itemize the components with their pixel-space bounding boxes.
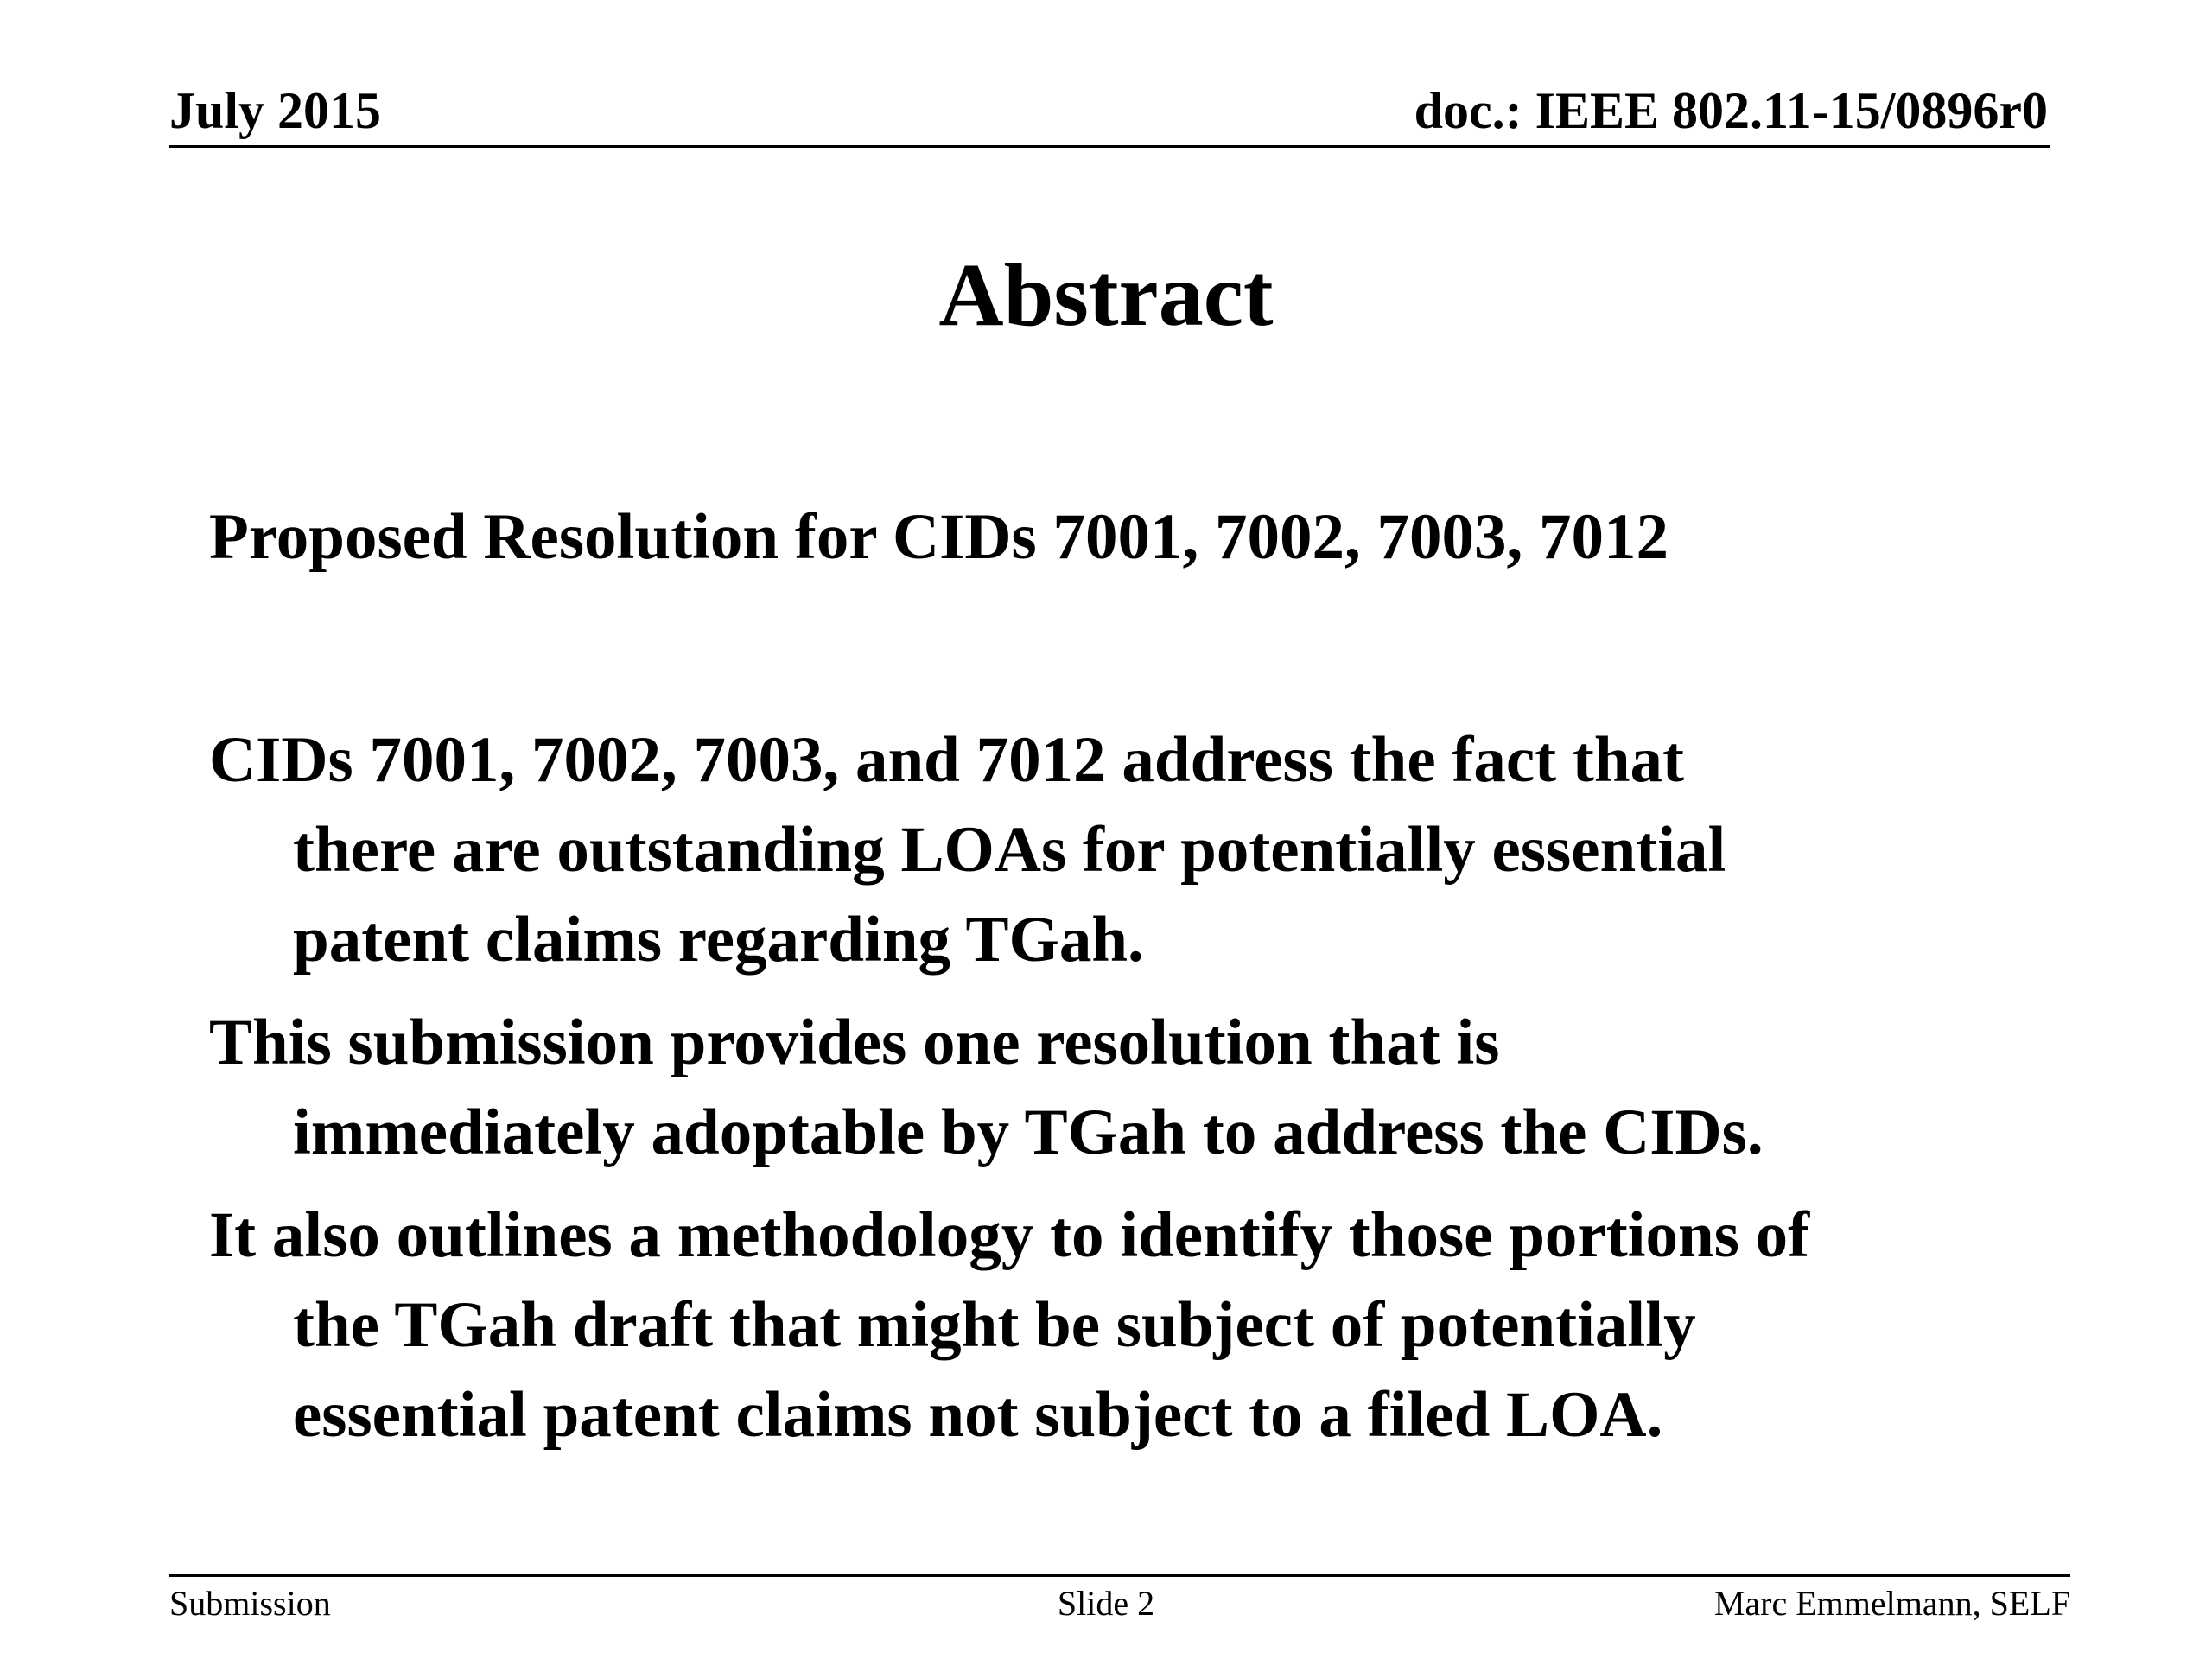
slide-subtitle: Proposed Resolution for CIDs 7001, 7002, 7003, 7012 (209, 501, 1669, 573)
paragraph-line: there are outstanding LOAs for potentially essential (293, 814, 1726, 886)
paragraph-line: the TGah draft that might be subject of potentially (293, 1289, 1696, 1361)
paragraph-line: CIDs 7001, 7002, 7003, and 7012 address the fact that (209, 724, 1685, 796)
paragraph-line: It also outlines a methodology to identify those portions of (209, 1199, 1810, 1271)
slide-title: Abstract (938, 245, 1274, 345)
footer-divider (169, 1574, 2070, 1577)
paragraph-resolution (209, 998, 2093, 1178)
footer-submission: Submission (169, 1584, 331, 1623)
footer-slide-number: Slide 2 (1057, 1584, 1155, 1623)
header-doc-id: doc.: IEEE 802.11-15/0896r0 (1414, 82, 2048, 139)
paragraph-line: immediately adoptable by TGah to address the CIDs. (293, 1096, 1764, 1168)
paragraph-line: essential patent claims not subject to a filed LOA. (293, 1379, 1663, 1451)
footer-author: Marc Emmelmann, SELF (1713, 1584, 2070, 1623)
paragraph-methodology (209, 1191, 2093, 1460)
paragraph-cids-context (209, 715, 2093, 985)
paragraph-line: This submission provides one resolution that is (209, 1007, 1500, 1078)
header-date: July 2015 (169, 82, 382, 139)
paragraph-line: patent claims regarding TGah. (293, 904, 1144, 976)
slide-body (209, 715, 2093, 1473)
header-divider (169, 145, 2050, 148)
